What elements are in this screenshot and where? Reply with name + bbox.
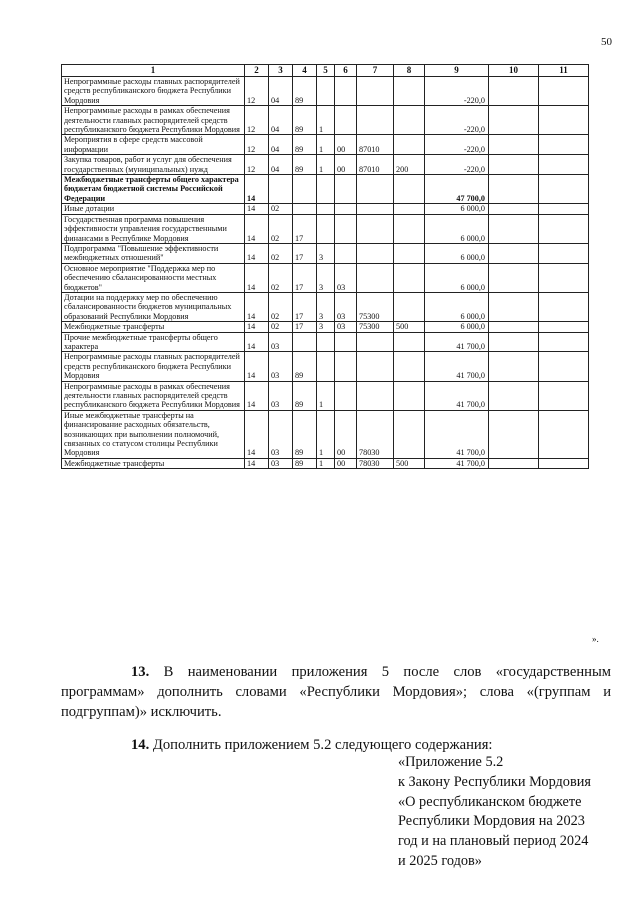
row-name-cell: Мероприятия в сфере средств массовой информации (62, 135, 245, 155)
cell-col-11 (539, 214, 589, 243)
cell-col-6: 00 (335, 410, 357, 458)
cell-col-10 (489, 106, 539, 135)
cell-col-4 (293, 332, 317, 352)
cell-col-10 (489, 410, 539, 458)
cell-col-3 (269, 175, 293, 204)
appendix-line: год и на плановый период 2024 (398, 833, 589, 850)
cell-col-2: 14 (245, 410, 269, 458)
cell-col-9: 41 700,0 (425, 410, 489, 458)
cell-col-7 (357, 332, 394, 352)
cell-col-4 (293, 204, 317, 214)
table-row (62, 204, 589, 214)
cell-col-9: 47 700,0 (425, 175, 489, 204)
cell-col-6 (335, 214, 357, 243)
paragraph-14 (61, 735, 611, 755)
cell-col-8 (394, 77, 425, 106)
cell-col-5: 1 (317, 135, 335, 155)
col-header: 1 (62, 65, 245, 77)
appendix-line: Республики Мордовия на 2023 (398, 813, 585, 830)
cell-col-4: 17 (293, 322, 317, 332)
cell-col-7 (357, 263, 394, 292)
cell-col-10 (489, 204, 539, 214)
col-header: 7 (357, 65, 394, 77)
cell-col-11 (539, 106, 589, 135)
cell-col-2: 14 (245, 292, 269, 321)
cell-col-3: 04 (269, 106, 293, 135)
cell-col-8 (394, 204, 425, 214)
row-name-cell: Иные межбюджетные трансферты на финансирование расходных обязательств, возникающих при выполнении полномочий, связанных со статусом столицы Республики Мордовия (62, 410, 245, 458)
cell-col-7 (357, 243, 394, 263)
cell-col-6: 03 (335, 322, 357, 332)
cell-col-7: 75300 (357, 322, 394, 332)
cell-col-5 (317, 77, 335, 106)
cell-col-7: 87010 (357, 155, 394, 175)
cell-col-6 (335, 77, 357, 106)
paragraph-14-text: Дополнить приложением 5.2 следующего содержания: (152, 737, 493, 753)
row-name-cell: Непрограммные расходы главных распорядителей средств республиканского бюджета Республики Мордовия (62, 352, 245, 381)
cell-col-4: 89 (293, 155, 317, 175)
table-row (62, 352, 589, 381)
cell-col-4: 89 (293, 135, 317, 155)
cell-col-5: 3 (317, 263, 335, 292)
row-name-cell: Непрограммные расходы в рамках обеспечения деятельности главных распорядителей средств республиканского бюджета Республики Мордовия (62, 381, 245, 410)
cell-col-2: 12 (245, 135, 269, 155)
cell-col-4: 89 (293, 77, 317, 106)
table-row (62, 77, 589, 106)
cell-col-4: 17 (293, 214, 317, 243)
cell-col-2: 14 (245, 243, 269, 263)
cell-col-3: 02 (269, 322, 293, 332)
cell-col-10 (489, 332, 539, 352)
row-name-cell: Иные дотации (62, 204, 245, 214)
cell-col-3: 03 (269, 381, 293, 410)
row-name-cell: Дотации на поддержку мер по обеспечению сбалансированности бюджетов муниципальных образований Республики Мордовия (62, 292, 245, 321)
page-number: 50 (601, 36, 612, 48)
cell-col-11 (539, 204, 589, 214)
appendix-line: «Приложение 5.2 (398, 754, 504, 770)
col-header: 9 (425, 65, 489, 77)
cell-col-9: 6 000,0 (425, 263, 489, 292)
cell-col-4: 89 (293, 458, 317, 468)
cell-col-2: 14 (245, 214, 269, 243)
cell-col-8 (394, 106, 425, 135)
cell-col-7 (357, 106, 394, 135)
cell-col-9: 41 700,0 (425, 352, 489, 381)
col-header: 11 (539, 65, 589, 77)
table-row (62, 214, 589, 243)
cell-col-9: -220,0 (425, 135, 489, 155)
table-row (62, 410, 589, 458)
cell-col-10 (489, 458, 539, 468)
cell-col-8 (394, 214, 425, 243)
cell-col-8: 500 (394, 458, 425, 468)
cell-col-11 (539, 155, 589, 175)
cell-col-6 (335, 243, 357, 263)
row-name-cell: Подпрограмма "Повышение эффективности межбюджетных отношений" (62, 243, 245, 263)
cell-col-2: 14 (245, 322, 269, 332)
cell-col-6 (335, 381, 357, 410)
cell-col-3: 04 (269, 155, 293, 175)
cell-col-3: 04 (269, 135, 293, 155)
cell-col-3: 03 (269, 352, 293, 381)
cell-col-3: 03 (269, 410, 293, 458)
cell-col-6: 00 (335, 135, 357, 155)
row-name-cell: Закупка товаров, работ и услуг для обеспечения государственных (муниципальных) нужд (62, 155, 245, 175)
cell-col-4: 17 (293, 243, 317, 263)
cell-col-10 (489, 175, 539, 204)
cell-col-10 (489, 77, 539, 106)
cell-col-6: 03 (335, 292, 357, 321)
cell-col-11 (539, 458, 589, 468)
cell-col-11 (539, 332, 589, 352)
cell-col-8 (394, 175, 425, 204)
cell-col-7: 75300 (357, 292, 394, 321)
cell-col-11 (539, 175, 589, 204)
cell-col-5: 1 (317, 410, 335, 458)
cell-col-3: 02 (269, 292, 293, 321)
cell-col-3: 02 (269, 214, 293, 243)
cell-col-6: 00 (335, 155, 357, 175)
col-header: 3 (269, 65, 293, 77)
row-name-cell: Прочие межбюджетные трансферты общего характера (62, 332, 245, 352)
cell-col-4: 17 (293, 263, 317, 292)
cell-col-9: 41 700,0 (425, 332, 489, 352)
cell-col-5 (317, 175, 335, 204)
cell-col-7 (357, 77, 394, 106)
table-header-row (62, 65, 589, 77)
table-row (62, 106, 589, 135)
table-row (62, 292, 589, 321)
table-row (62, 175, 589, 204)
cell-col-3: 02 (269, 263, 293, 292)
cell-col-8 (394, 263, 425, 292)
row-name-cell: Межбюджетные трансферты общего характера бюджетам бюджетной системы Российской Федерации (62, 175, 245, 204)
cell-col-6: 00 (335, 458, 357, 468)
cell-col-2: 14 (245, 332, 269, 352)
cell-col-9: 6 000,0 (425, 322, 489, 332)
cell-col-10 (489, 243, 539, 263)
cell-col-10 (489, 135, 539, 155)
cell-col-10 (489, 381, 539, 410)
cell-col-7 (357, 352, 394, 381)
cell-col-4: 89 (293, 381, 317, 410)
cell-col-11 (539, 410, 589, 458)
cell-col-10 (489, 322, 539, 332)
cell-col-5: 3 (317, 322, 335, 332)
cell-col-5 (317, 332, 335, 352)
appendix-heading (398, 753, 591, 872)
closing-quote: ». (592, 634, 599, 644)
table-row (62, 135, 589, 155)
cell-col-9: 41 700,0 (425, 381, 489, 410)
row-name-cell: Непрограммные расходы в рамках обеспечения деятельности главных распорядителей средств республиканского бюджета Республики Мордовия (62, 106, 245, 135)
row-name-cell: Межбюджетные трансферты (62, 458, 245, 468)
cell-col-2: 14 (245, 175, 269, 204)
cell-col-3: 02 (269, 204, 293, 214)
cell-col-5: 1 (317, 458, 335, 468)
cell-col-7 (357, 214, 394, 243)
cell-col-10 (489, 263, 539, 292)
cell-col-2: 14 (245, 263, 269, 292)
cell-col-4: 89 (293, 410, 317, 458)
cell-col-7 (357, 381, 394, 410)
table-row (62, 322, 589, 332)
cell-col-8 (394, 381, 425, 410)
cell-col-10 (489, 352, 539, 381)
cell-col-7: 78030 (357, 410, 394, 458)
table-row (62, 263, 589, 292)
cell-col-5: 1 (317, 106, 335, 135)
paragraph-13-number: 13. (131, 664, 150, 680)
cell-col-4: 89 (293, 106, 317, 135)
row-name-cell: Государственная программа повышения эффективности управления государственными финансами в Республике Мордовия (62, 214, 245, 243)
table-row (62, 155, 589, 175)
cell-col-9: 6 000,0 (425, 204, 489, 214)
col-header: 5 (317, 65, 335, 77)
cell-col-5: 3 (317, 243, 335, 263)
cell-col-10 (489, 155, 539, 175)
appendix-line: к Закону Республики Мордовия (398, 773, 591, 790)
cell-col-8 (394, 243, 425, 263)
cell-col-11 (539, 292, 589, 321)
table-row (62, 458, 589, 468)
cell-col-6 (335, 332, 357, 352)
cell-col-5: 1 (317, 381, 335, 410)
col-header: 4 (293, 65, 317, 77)
cell-col-8 (394, 352, 425, 381)
cell-col-7: 78030 (357, 458, 394, 468)
col-header: 2 (245, 65, 269, 77)
cell-col-9: 41 700,0 (425, 458, 489, 468)
cell-col-7 (357, 204, 394, 214)
cell-col-2: 14 (245, 352, 269, 381)
row-name-cell: Непрограммные расходы главных распорядителей средств республиканского бюджета Республики Мордовия (62, 77, 245, 106)
cell-col-7 (357, 175, 394, 204)
col-header: 8 (394, 65, 425, 77)
appendix-line: и 2025 годов» (398, 852, 482, 869)
cell-col-8: 500 (394, 322, 425, 332)
cell-col-2: 12 (245, 155, 269, 175)
cell-col-2: 14 (245, 458, 269, 468)
cell-col-6 (335, 204, 357, 214)
cell-col-6 (335, 106, 357, 135)
cell-col-11 (539, 352, 589, 381)
cell-col-3: 03 (269, 332, 293, 352)
table-row (62, 243, 589, 263)
cell-col-11 (539, 243, 589, 263)
table-row (62, 381, 589, 410)
col-header: 6 (335, 65, 357, 77)
cell-col-11 (539, 263, 589, 292)
paragraph-14-number: 14. (131, 737, 150, 753)
cell-col-9: -220,0 (425, 77, 489, 106)
cell-col-9: -220,0 (425, 106, 489, 135)
cell-col-5 (317, 204, 335, 214)
cell-col-3: 02 (269, 243, 293, 263)
cell-col-10 (489, 292, 539, 321)
cell-col-9: 6 000,0 (425, 292, 489, 321)
cell-col-5 (317, 214, 335, 243)
table-row (62, 332, 589, 352)
cell-col-9: 6 000,0 (425, 214, 489, 243)
cell-col-11 (539, 135, 589, 155)
cell-col-9: 6 000,0 (425, 243, 489, 263)
budget-table (61, 64, 589, 469)
cell-col-2: 12 (245, 106, 269, 135)
cell-col-8 (394, 135, 425, 155)
cell-col-9: -220,0 (425, 155, 489, 175)
cell-col-3: 04 (269, 77, 293, 106)
cell-col-2: 14 (245, 204, 269, 214)
cell-col-4: 89 (293, 352, 317, 381)
col-header: 10 (489, 65, 539, 77)
cell-col-5: 1 (317, 155, 335, 175)
cell-col-8 (394, 410, 425, 458)
appendix-line: «О республиканском бюджете (398, 793, 582, 810)
cell-col-2: 12 (245, 77, 269, 106)
cell-col-6: 03 (335, 263, 357, 292)
row-name-cell: Межбюджетные трансферты (62, 322, 245, 332)
cell-col-4 (293, 175, 317, 204)
cell-col-3: 03 (269, 458, 293, 468)
cell-col-6 (335, 352, 357, 381)
cell-col-2: 14 (245, 381, 269, 410)
cell-col-8: 200 (394, 155, 425, 175)
cell-col-5 (317, 352, 335, 381)
cell-col-11 (539, 322, 589, 332)
cell-col-6 (335, 175, 357, 204)
paragraph-13 (61, 662, 611, 722)
cell-col-7: 87010 (357, 135, 394, 155)
cell-col-5: 3 (317, 292, 335, 321)
paragraph-13-text: В наименовании приложения 5 после слов «государственным программам» дополнить словами «Республики Мордовия»; слова «(группам и подгруппам)» исключить. (61, 664, 611, 720)
cell-col-11 (539, 381, 589, 410)
row-name-cell: Основное мероприятие "Поддержка мер по обеспечению сбалансированности местных бюджетов" (62, 263, 245, 292)
cell-col-8 (394, 292, 425, 321)
cell-col-8 (394, 332, 425, 352)
cell-col-11 (539, 77, 589, 106)
cell-col-4: 17 (293, 292, 317, 321)
cell-col-10 (489, 214, 539, 243)
